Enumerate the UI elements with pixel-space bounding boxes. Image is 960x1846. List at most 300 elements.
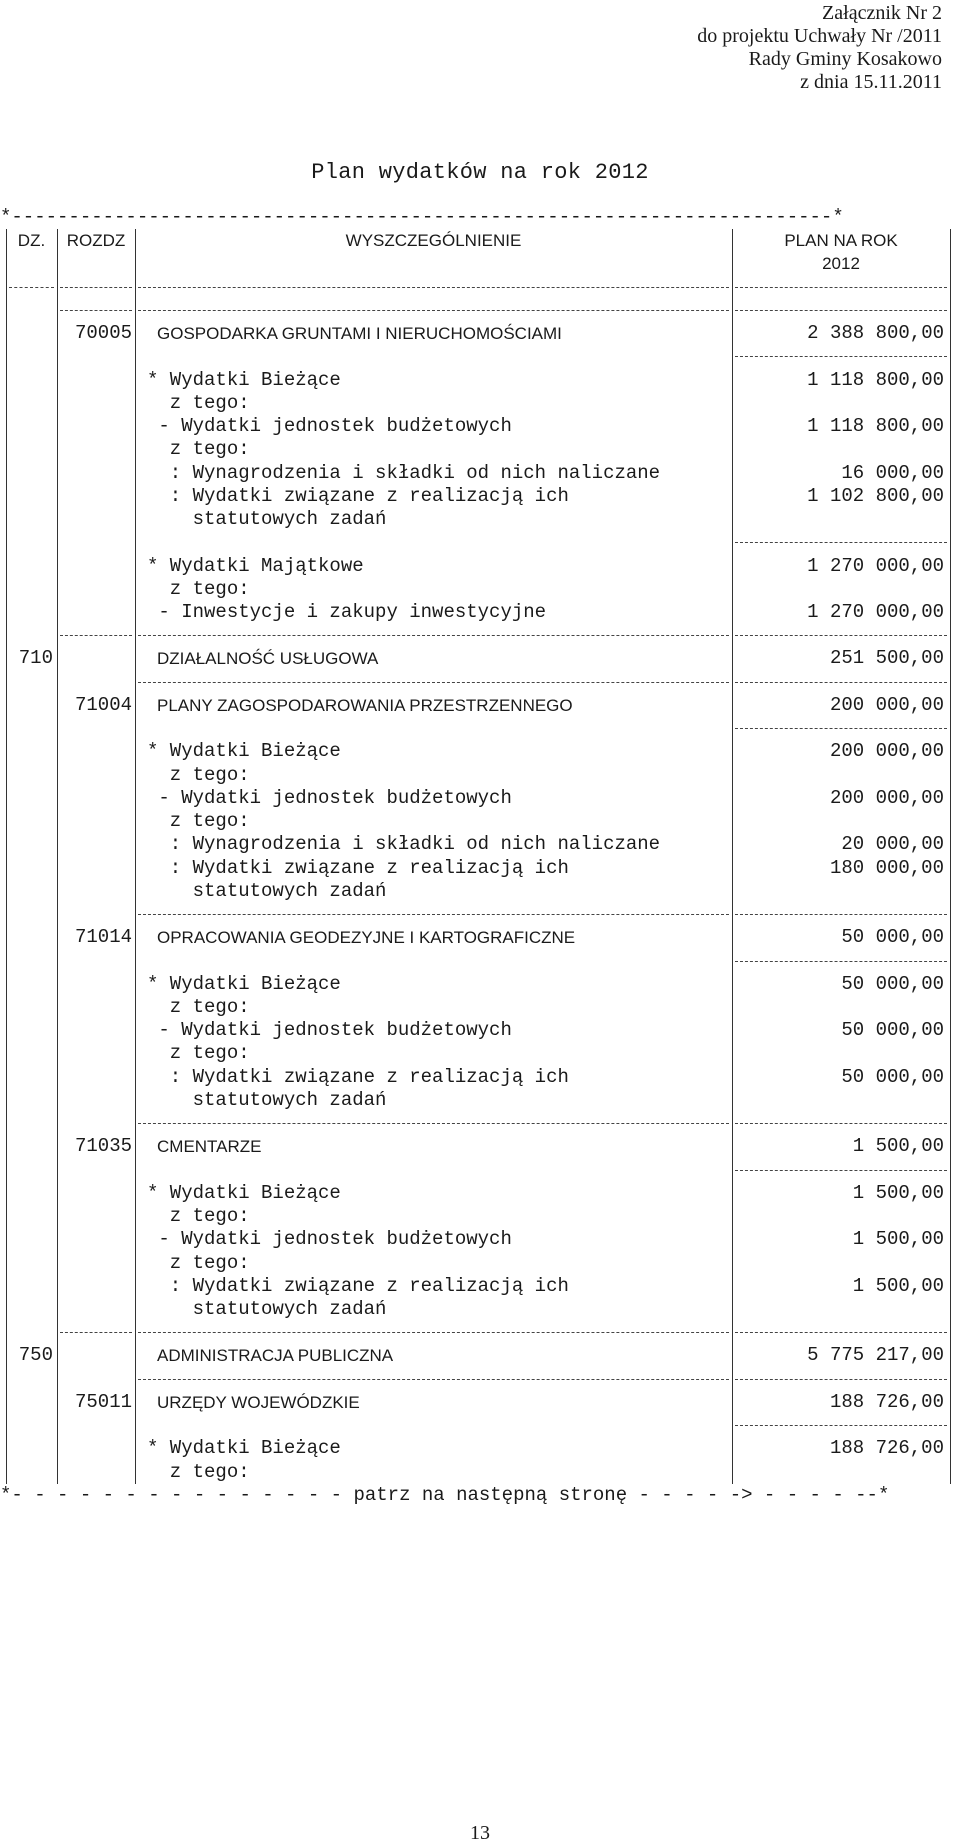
separator-dash [138, 287, 729, 288]
row-amount: 1 118 800,00 [807, 415, 944, 438]
column-border [732, 1135, 733, 1158]
column-border [6, 671, 7, 694]
column-border [6, 740, 7, 763]
column-border [135, 833, 136, 856]
column-border [732, 1368, 733, 1391]
column-border [57, 1461, 58, 1484]
expenditure-table [0, 206, 958, 1507]
column-border [57, 531, 58, 554]
column-border [135, 880, 136, 903]
column-border [135, 926, 136, 949]
row-description: * Wydatki Bieżące [147, 1181, 341, 1204]
column-border [6, 531, 7, 554]
column-border [732, 1344, 733, 1367]
column-border [732, 1391, 733, 1414]
column-border [732, 1205, 733, 1228]
row-description: DZIAŁALNOŚĆ USŁUGOWA [157, 649, 379, 669]
column-border [6, 392, 7, 415]
column-border [135, 1182, 136, 1205]
column-border [950, 880, 951, 903]
column-border [57, 229, 58, 252]
column-border [732, 717, 733, 740]
column-border [950, 392, 951, 415]
column-border [732, 903, 733, 926]
column-border [6, 1042, 7, 1065]
column-border [732, 926, 733, 949]
column-border [6, 1066, 7, 1089]
column-border [57, 810, 58, 833]
column-border [6, 694, 7, 717]
column-border [135, 369, 136, 392]
column-border [57, 973, 58, 996]
row-separator [0, 903, 958, 926]
column-border [57, 1437, 58, 1460]
column-border [732, 322, 733, 345]
row-amount: 50 000,00 [841, 972, 944, 995]
column-border [6, 857, 7, 880]
separator-dash [735, 682, 947, 683]
column-border [135, 252, 136, 275]
table-row [0, 485, 958, 508]
column-border [57, 392, 58, 415]
column-border [57, 322, 58, 345]
separator-dash [735, 914, 947, 915]
column-border [57, 717, 58, 740]
row-amount: 1 102 800,00 [807, 484, 944, 507]
row-amount: 1 270 000,00 [807, 600, 944, 623]
column-border [732, 1298, 733, 1321]
column-border [57, 764, 58, 787]
column-border [950, 1182, 951, 1205]
row-amount: 16 000,00 [841, 461, 944, 484]
table-row [0, 322, 958, 345]
column-border [135, 1437, 136, 1460]
column-border [732, 578, 733, 601]
separator-dash [138, 1332, 729, 1333]
row-description: : Wydatki związane z realizacją ich [147, 1274, 569, 1297]
column-border [57, 555, 58, 578]
column-border [135, 1019, 136, 1042]
column-border [57, 1298, 58, 1321]
column-border [6, 1112, 7, 1135]
column-border [732, 369, 733, 392]
table-row [0, 438, 958, 461]
column-border [135, 438, 136, 461]
column-border [950, 1391, 951, 1414]
table-row [0, 810, 958, 833]
column-border [6, 276, 7, 299]
column-border [950, 764, 951, 787]
row-separator [0, 1159, 958, 1182]
page-title: Plan wydatków na rok 2012 [311, 160, 649, 185]
column-border [57, 508, 58, 531]
column-border [950, 671, 951, 694]
row-description: : Wynagrodzenia i składki od nich naliczane [147, 833, 661, 856]
row-separator [0, 531, 958, 554]
column-border [6, 833, 7, 856]
column-border [57, 1228, 58, 1251]
column-border [6, 1368, 7, 1391]
column-border [950, 694, 951, 717]
column-border [732, 647, 733, 670]
table-row [0, 973, 958, 996]
continued-note: *- - - - - - - - - - - - - - - patrz na następną stronę - - - - -> - - - - --* [0, 1483, 890, 1506]
column-border [135, 740, 136, 763]
column-border [950, 1042, 951, 1065]
row-amount: 1 500,00 [852, 1135, 944, 1158]
column-border [6, 1252, 7, 1275]
column-border [57, 624, 58, 647]
column-border [950, 1252, 951, 1275]
table-row [0, 764, 958, 787]
column-border [57, 1042, 58, 1065]
table-row [0, 926, 958, 949]
column-border [6, 1135, 7, 1158]
column-border [950, 601, 951, 624]
column-border [135, 485, 136, 508]
column-border [135, 1042, 136, 1065]
row-description: z tego: [147, 1251, 250, 1274]
row-description: statutowych zadań [147, 508, 387, 531]
column-border [950, 1159, 951, 1182]
column-border [732, 1066, 733, 1089]
separator-dash [60, 287, 132, 288]
column-border [135, 903, 136, 926]
column-border [135, 229, 136, 252]
column-border [6, 601, 7, 624]
table-row [0, 462, 958, 485]
column-border [6, 1019, 7, 1042]
column-header-plan: PLAN NA ROK [784, 231, 898, 251]
row-description: - Wydatki jednostek budżetowych [147, 1228, 512, 1251]
column-border [57, 415, 58, 438]
row-description: z tego: [147, 763, 250, 786]
row-amount: 20 000,00 [841, 833, 944, 856]
column-border [6, 810, 7, 833]
row-description: : Wydatki związane z realizacją ich [147, 484, 569, 507]
column-border [57, 1275, 58, 1298]
column-border [57, 926, 58, 949]
table-row [0, 787, 958, 810]
table-row [0, 1461, 958, 1484]
row-description: OPRACOWANIA GEODEZYJNE I KARTOGRAFICZNE [157, 928, 576, 948]
column-border [135, 1228, 136, 1251]
column-border [732, 973, 733, 996]
column-border [135, 950, 136, 973]
row-amount: 251 500,00 [829, 647, 944, 670]
separator-dash [138, 1379, 729, 1380]
separator-dash [138, 682, 729, 683]
column-border [135, 857, 136, 880]
column-border [732, 252, 733, 275]
row-amount: 1 118 800,00 [807, 368, 944, 391]
table-row [0, 1298, 958, 1321]
separator-dash [138, 635, 729, 636]
table-row [0, 996, 958, 1019]
column-border [950, 485, 951, 508]
column-border [57, 1182, 58, 1205]
column-border [135, 694, 136, 717]
table-row [0, 1252, 958, 1275]
column-border [135, 299, 136, 322]
column-border [732, 1019, 733, 1042]
column-border [950, 926, 951, 949]
row-description: * Wydatki Bieżące [147, 972, 341, 995]
column-border [57, 276, 58, 299]
column-border [135, 1275, 136, 1298]
column-border [135, 717, 136, 740]
separator-dash [735, 1123, 947, 1124]
column-border [732, 1275, 733, 1298]
header-line: Rady Gminy Kosakowo [748, 48, 942, 70]
column-border [57, 787, 58, 810]
separator-dash [9, 287, 54, 288]
separator-dash [60, 635, 132, 636]
column-border [732, 1437, 733, 1460]
column-border [950, 1437, 951, 1460]
column-border [950, 415, 951, 438]
column-border [732, 229, 733, 252]
column-border [732, 601, 733, 624]
table-row [0, 601, 958, 624]
row-description: * Wydatki Bieżące [147, 740, 341, 763]
column-border [732, 1228, 733, 1251]
column-header-plan-year: 2012 [822, 254, 860, 274]
table-bottom-line [0, 1484, 958, 1507]
row-description: statutowych zadań [147, 879, 387, 902]
column-border [6, 1205, 7, 1228]
column-border [732, 787, 733, 810]
column-border [135, 1368, 136, 1391]
column-border [950, 369, 951, 392]
column-border [732, 1321, 733, 1344]
table-row [0, 1437, 958, 1460]
column-border [950, 1414, 951, 1437]
column-border [57, 1159, 58, 1182]
row-description: - Wydatki jednostek budżetowych [147, 415, 512, 438]
row-description: statutowych zadań [147, 1298, 387, 1321]
row-description: : Wydatki związane z realizacją ich [147, 1065, 569, 1088]
table-row [0, 1182, 958, 1205]
column-border [732, 764, 733, 787]
table-row [0, 1391, 958, 1414]
column-border [950, 345, 951, 368]
column-border [950, 787, 951, 810]
row-separator [0, 950, 958, 973]
row-description: : Wynagrodzenia i składki od nich naliczane [147, 461, 661, 484]
row-description: z tego: [147, 1205, 250, 1228]
column-border [6, 1414, 7, 1437]
column-border [135, 1089, 136, 1112]
column-border [950, 1275, 951, 1298]
column-border [6, 1182, 7, 1205]
column-border [950, 1321, 951, 1344]
table-header-row [0, 252, 958, 275]
row-amount: 1 500,00 [852, 1181, 944, 1204]
column-border [135, 1135, 136, 1158]
row-description: * Wydatki Bieżące [147, 368, 341, 391]
row-amount: 188 726,00 [829, 1437, 944, 1460]
header-line: z dnia 15.11.2011 [800, 71, 942, 93]
row-amount: 5 775 217,00 [807, 1344, 944, 1367]
rozdz-code: 71014 [74, 926, 132, 949]
table-row [0, 1205, 958, 1228]
column-border [732, 1159, 733, 1182]
column-border [57, 1019, 58, 1042]
column-border [135, 1112, 136, 1135]
table-header-row [0, 229, 958, 252]
row-separator [0, 671, 958, 694]
column-border [6, 1321, 7, 1344]
row-amount: 200 000,00 [829, 693, 944, 716]
column-border [950, 531, 951, 554]
column-border [732, 1112, 733, 1135]
column-border [6, 1275, 7, 1298]
dz-code: 710 [18, 647, 53, 670]
column-border [6, 764, 7, 787]
column-border [135, 1461, 136, 1484]
column-border [6, 950, 7, 973]
column-border [135, 1391, 136, 1414]
column-border [732, 276, 733, 299]
table-row [0, 392, 958, 415]
table-row [0, 1344, 958, 1367]
column-border [950, 1112, 951, 1135]
row-amount: 2 388 800,00 [807, 322, 944, 345]
row-description: - Wydatki jednostek budżetowych [147, 1019, 512, 1042]
row-description: * Wydatki Bieżące [147, 1437, 341, 1460]
header-line: Załącznik Nr 2 [822, 2, 942, 24]
column-border [732, 345, 733, 368]
column-border [135, 531, 136, 554]
separator-dash [138, 310, 729, 311]
column-border [57, 1414, 58, 1437]
column-border [732, 531, 733, 554]
column-header-rozdz: ROZDZ [66, 231, 126, 251]
row-amount: 1 270 000,00 [807, 554, 944, 577]
column-border [732, 624, 733, 647]
column-border [950, 508, 951, 531]
column-border [950, 1019, 951, 1042]
column-border [6, 1437, 7, 1460]
row-separator [0, 276, 958, 299]
column-border [950, 950, 951, 973]
row-amount: 200 000,00 [829, 740, 944, 763]
column-border [135, 671, 136, 694]
top-border-text: *------------------------------------------------------------------------* [0, 206, 844, 228]
dz-code: 750 [18, 1344, 53, 1367]
column-border [950, 1344, 951, 1367]
column-border [57, 903, 58, 926]
row-separator [0, 624, 958, 647]
column-border [135, 1321, 136, 1344]
column-border [950, 1461, 951, 1484]
separator-dash [735, 310, 947, 311]
table-row [0, 833, 958, 856]
column-border [135, 1205, 136, 1228]
column-border [6, 787, 7, 810]
column-border [950, 462, 951, 485]
column-border [732, 950, 733, 973]
column-border [135, 508, 136, 531]
column-border [6, 1159, 7, 1182]
column-border [950, 647, 951, 670]
column-border [950, 1135, 951, 1158]
table-top-border [0, 206, 958, 229]
row-description: z tego: [147, 810, 250, 833]
column-border [732, 438, 733, 461]
column-border [732, 996, 733, 1019]
column-border [57, 1368, 58, 1391]
column-border [135, 624, 136, 647]
column-border [950, 1089, 951, 1112]
row-separator [0, 717, 958, 740]
page-number: 13 [470, 1822, 490, 1844]
column-border [135, 1344, 136, 1367]
separator-dash [735, 356, 947, 357]
table-row [0, 1228, 958, 1251]
column-border [950, 555, 951, 578]
row-description: ADMINISTRACJA PUBLICZNA [157, 1346, 394, 1366]
column-border [57, 857, 58, 880]
column-header-dz: DZ. [17, 231, 46, 251]
column-border [6, 1461, 7, 1484]
column-border [6, 1228, 7, 1251]
column-border [6, 717, 7, 740]
column-border [732, 1461, 733, 1484]
column-border [950, 1205, 951, 1228]
column-border [135, 764, 136, 787]
separator-dash [735, 542, 947, 543]
column-border [135, 1252, 136, 1275]
column-border [57, 438, 58, 461]
table-row [0, 740, 958, 763]
column-border [732, 299, 733, 322]
separator-dash [735, 635, 947, 636]
column-border [732, 880, 733, 903]
row-amount: 180 000,00 [829, 856, 944, 879]
column-border [950, 578, 951, 601]
separator-dash [735, 728, 947, 729]
column-border [6, 903, 7, 926]
column-border [135, 462, 136, 485]
column-border [135, 322, 136, 345]
column-border [135, 787, 136, 810]
column-border [950, 322, 951, 345]
separator-dash [735, 1425, 947, 1426]
row-description: : Wydatki związane z realizacją ich [147, 856, 569, 879]
column-border [6, 624, 7, 647]
column-border [732, 1182, 733, 1205]
column-border [135, 647, 136, 670]
column-border [732, 740, 733, 763]
row-amount: 1 500,00 [852, 1274, 944, 1297]
rozdz-code: 70005 [74, 322, 132, 345]
row-separator [0, 1112, 958, 1135]
column-border [732, 485, 733, 508]
separator-dash [735, 961, 947, 962]
column-border [57, 345, 58, 368]
column-border [732, 810, 733, 833]
column-border [950, 229, 951, 252]
table-row [0, 369, 958, 392]
row-separator [0, 1368, 958, 1391]
separator-dash [735, 1332, 947, 1333]
column-border [950, 857, 951, 880]
row-description: z tego: [147, 438, 250, 461]
column-border [57, 1089, 58, 1112]
column-border [6, 647, 7, 670]
